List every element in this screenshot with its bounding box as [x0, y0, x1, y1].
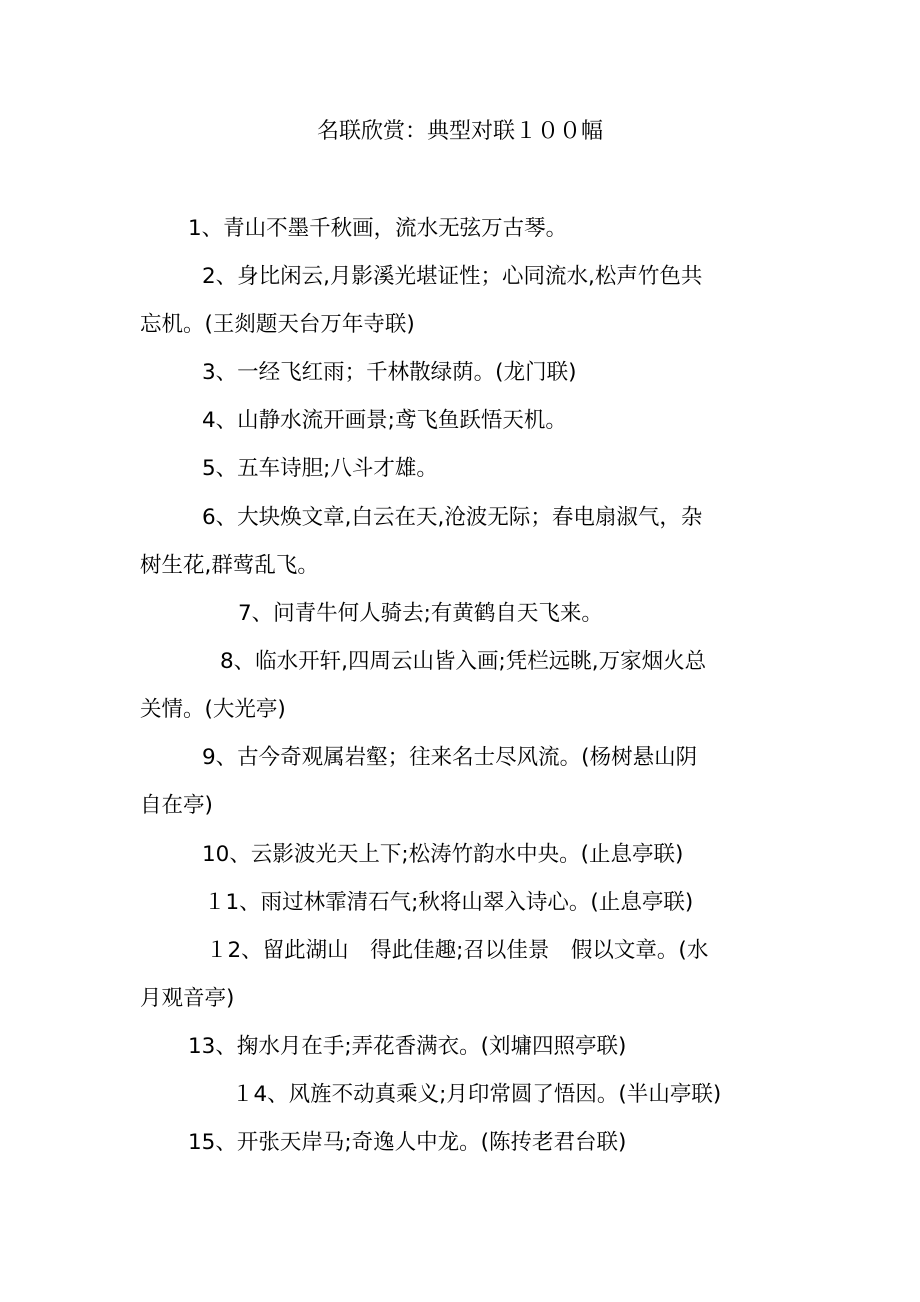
- entry-10: 10、云影波光天上下;松涛竹韵水中央。(止息亭联): [202, 842, 684, 867]
- entry-14: １4、风旌不动真乘义;月印常圆了悟因。(半山亭联): [232, 1082, 722, 1107]
- entry-8: 8、临水开轩,四周云山皆入画;凭栏远眺,万家烟火总: [220, 649, 707, 674]
- entry-3: 3、一经飞红雨；千林散绿荫。(龙门联): [202, 360, 577, 385]
- entry-2-continued: 忘机。(王剡题天台万年寺联): [140, 312, 415, 337]
- entry-8-continued: 关情。(大光亭): [140, 697, 286, 722]
- entry-2: 2、身比闲云,月影溪光堪证性；心同流水,松声竹色共: [202, 264, 703, 289]
- entry-6-continued: 树生花,群莺乱飞。: [140, 553, 319, 578]
- entry-12-continued: 月观音亭): [140, 986, 235, 1011]
- entry-12: １2、留此湖山 得此佳趣;召以佳景 假以文章。(水: [206, 938, 709, 963]
- entry-15: 15、开张天岸马;奇逸人中龙。(陈抟老君台联): [188, 1130, 627, 1155]
- entry-9: 9、古今奇观属岩壑；往来名士尽风流。(杨树悬山阴: [202, 745, 698, 770]
- entry-7: 7、问青牛何人骑去;有黄鹤自天飞来。: [238, 601, 603, 626]
- entry-9-continued: 自在亭): [140, 793, 213, 818]
- page-title: 名联欣赏：典型对联１００幅: [316, 119, 603, 144]
- entry-11: １1、雨过林霏清石气;秋将山翠入诗心。(止息亭联): [204, 890, 694, 915]
- entry-4: 4、山静水流开画景;鸢飞鱼跃悟天机。: [202, 408, 567, 433]
- entry-5: 5、五车诗胆;八斗才雄。: [202, 456, 438, 481]
- entry-13: 13、掬水月在手;弄花香满衣。(刘墉四照亭联): [188, 1034, 627, 1059]
- entry-6: 6、大块焕文章,白云在天,沧波无际；春电扇淑气，杂: [202, 505, 703, 530]
- entry-1: 1、青山不墨千秋画，流水无弦万古琴。: [188, 216, 568, 241]
